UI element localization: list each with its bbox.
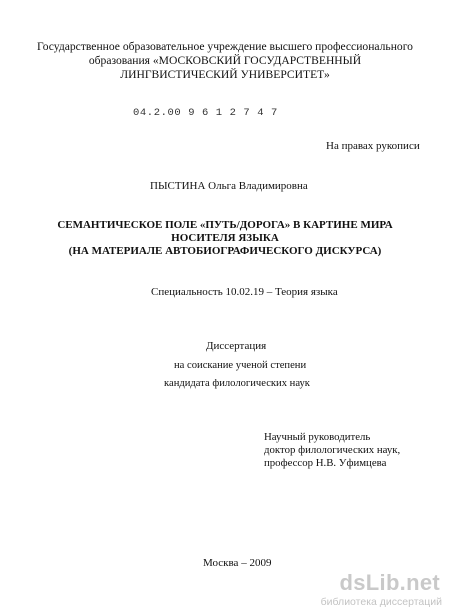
title-line-1: СЕМАНТИЧЕСКОЕ ПОЛЕ «ПУТЬ/ДОРОГА» В КАРТИНЕ МИРА — [57, 219, 393, 231]
title-line-2: НОСИТЕЛЯ ЯЗЫКА — [171, 232, 279, 244]
author-name: ПЫСТИНА Ольга Владимировна — [150, 180, 308, 192]
degree-line-1: на соискание ученой степени — [174, 360, 307, 371]
watermark-logo: dsLib.net — [339, 570, 440, 595]
registration-number-stamp: 04.2.00 9 6 1 2 7 4 7 — [133, 107, 278, 119]
specialty: Специальность 10.02.19 – Теория языка — [151, 286, 338, 298]
title-line-3: (НА МАТЕРИАЛЕ АВТОБИОГРАФИЧЕСКОГО ДИСКУРСА) — [68, 245, 382, 257]
city-year: Москва – 2009 — [203, 557, 272, 569]
degree-line-2: кандидата филологических наук — [164, 378, 310, 389]
document-type: Диссертация — [206, 340, 267, 352]
institution-line-2: образования «МОСКОВСКИЙ ГОСУДАРСТВЕННЫЙ — [88, 54, 362, 67]
supervisor-line-3: профессор Н.В. Уфимцева — [264, 457, 387, 469]
supervisor-line-1: Научный руководитель — [264, 431, 371, 443]
supervisor-line-2: доктор филологических наук, — [264, 444, 401, 456]
watermark — [299, 570, 444, 610]
rights-note: На правах рукописи — [326, 140, 420, 152]
institution-line-1: Государственное образовательное учреждение высшего профессионального — [37, 40, 413, 53]
watermark-subtitle: библиотека диссертаций — [320, 596, 442, 608]
institution-line-3: ЛИНГВИСТИЧЕСКИЙ УНИВЕРСИТЕТ» — [120, 68, 330, 81]
